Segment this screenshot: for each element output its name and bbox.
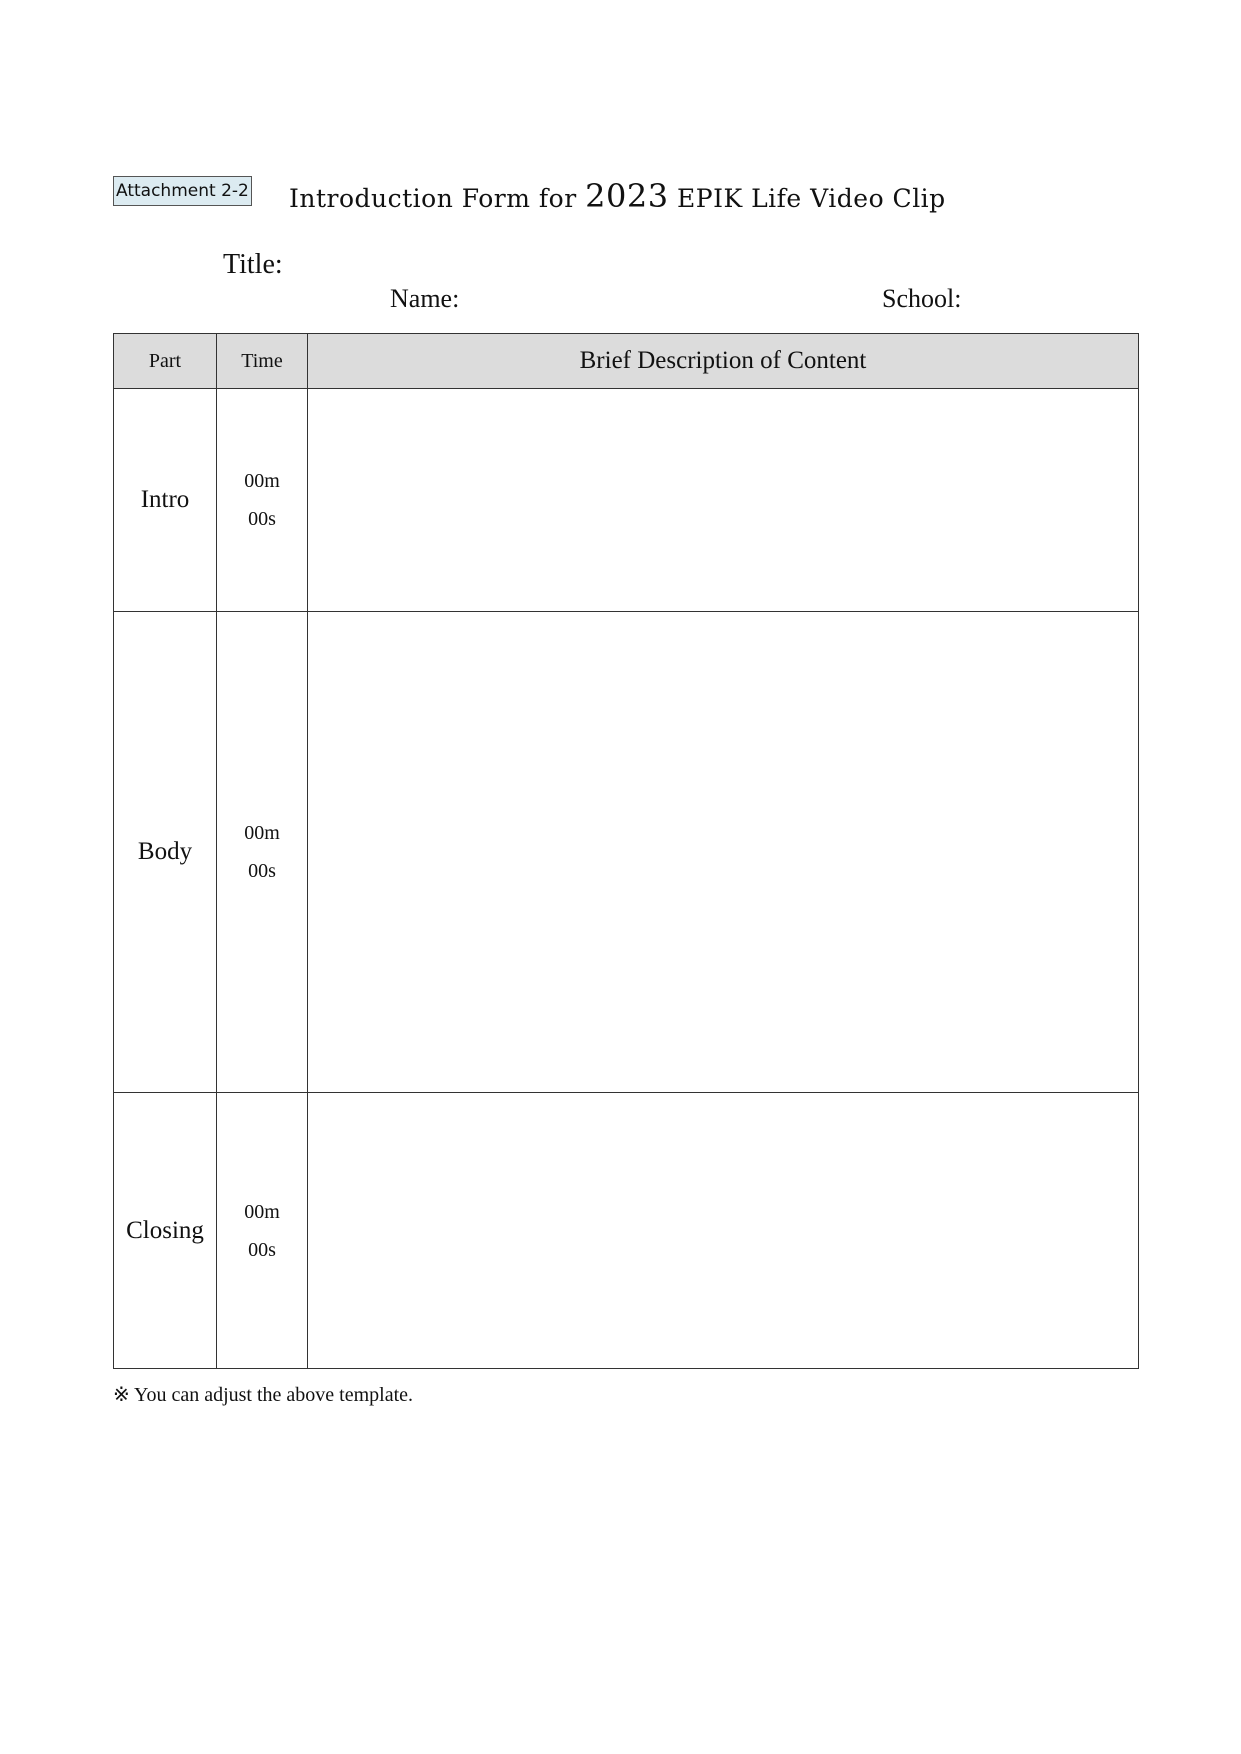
table-row xyxy=(114,1093,1139,1369)
header-time: Time xyxy=(217,334,308,389)
part-cell: Body xyxy=(114,612,217,1093)
school-field-label: School: xyxy=(882,284,962,313)
time-cell[interactable] xyxy=(217,612,308,1093)
description-cell[interactable] xyxy=(308,612,1139,1093)
time-cell[interactable] xyxy=(217,1093,308,1369)
description-cell[interactable] xyxy=(308,1093,1139,1369)
name-field-label: Name: xyxy=(390,284,460,313)
attachment-label: Attachment 2-2 xyxy=(113,176,252,206)
description-cell[interactable] xyxy=(308,389,1139,612)
header-description: Brief Description of Content xyxy=(308,334,1139,389)
part-cell: Intro xyxy=(114,389,217,612)
footer-note: ※ You can adjust the above template. xyxy=(113,1384,414,1406)
time-seconds: 00s xyxy=(248,508,276,530)
intro-form-table xyxy=(113,333,1139,1369)
table-row xyxy=(114,612,1139,1093)
time-minutes: 00m xyxy=(244,1200,280,1223)
time-seconds: 00s xyxy=(248,860,276,882)
document-title xyxy=(289,176,946,216)
table-row xyxy=(114,389,1139,612)
table-header-row xyxy=(114,334,1139,389)
time-seconds: 00s xyxy=(248,1238,276,1261)
title-prefix: Introduction Form for xyxy=(289,184,586,213)
time-minutes: 00m xyxy=(244,470,280,492)
time-minutes: 00m xyxy=(244,822,280,844)
title-year: 2023 xyxy=(585,177,669,215)
title-field-label: Title: xyxy=(223,249,283,280)
time-cell[interactable] xyxy=(217,389,308,612)
header-part: Part xyxy=(114,334,217,389)
title-suffix: EPIK Life Video Clip xyxy=(668,184,946,213)
part-cell: Closing xyxy=(114,1093,217,1369)
